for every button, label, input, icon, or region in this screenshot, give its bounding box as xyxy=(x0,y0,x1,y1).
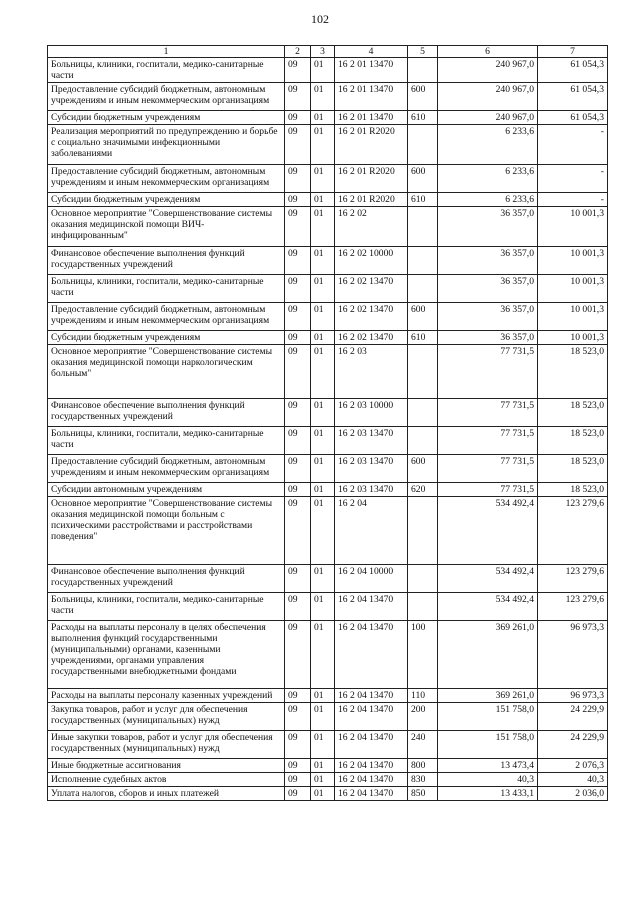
amount-executed-cell: 24 229,9 xyxy=(538,703,608,731)
amount-plan-cell: 77 731,5 xyxy=(438,483,538,497)
subsection-code-cell: 01 xyxy=(311,331,335,345)
expense-type-cell xyxy=(408,207,438,247)
subsection-code-cell: 01 xyxy=(311,207,335,247)
table-row xyxy=(48,58,608,83)
row-name-cell: Предоставление субсидий бюджетным, автономным учреждениям и иным некоммерческим организациям xyxy=(48,165,285,193)
row-name-cell: Основное мероприятие "Совершенствование системы оказания медицинской помощи ВИЧ-инфицированным" xyxy=(48,207,285,247)
table-row xyxy=(48,303,608,331)
row-name-cell: Финансовое обеспечение выполнения функций государственных учреждений xyxy=(48,247,285,275)
section-code-cell: 09 xyxy=(285,703,311,731)
target-article-cell: 16 2 04 13470 xyxy=(335,621,408,689)
target-article-cell: 16 2 01 R2020 xyxy=(335,125,408,165)
amount-executed-cell: 10 001,3 xyxy=(538,207,608,247)
section-code-cell: 09 xyxy=(285,303,311,331)
section-code-cell: 09 xyxy=(285,483,311,497)
amount-plan-cell: 534 492,4 xyxy=(438,497,538,565)
amount-plan-cell: 151 758,0 xyxy=(438,731,538,759)
header-cell: 5 xyxy=(408,46,438,58)
expense-type-cell: 200 xyxy=(408,703,438,731)
section-code-cell: 09 xyxy=(285,125,311,165)
section-code-cell: 09 xyxy=(285,111,311,125)
table-row xyxy=(48,455,608,483)
amount-executed-cell: - xyxy=(538,165,608,193)
row-name-cell: Субсидии автономным учреждениям xyxy=(48,483,285,497)
table-row xyxy=(48,483,608,497)
section-code-cell: 09 xyxy=(285,689,311,703)
table-row xyxy=(48,345,608,399)
amount-executed-cell: 10 001,3 xyxy=(538,275,608,303)
target-article-cell: 16 2 03 13470 xyxy=(335,427,408,455)
table-row xyxy=(48,399,608,427)
amount-plan-cell: 77 731,5 xyxy=(438,455,538,483)
row-name-cell: Уплата налогов, сборов и иных платежей xyxy=(48,787,285,801)
target-article-cell: 16 2 02 13470 xyxy=(335,275,408,303)
expense-type-cell: 830 xyxy=(408,773,438,787)
target-article-cell: 16 2 04 13470 xyxy=(335,689,408,703)
amount-executed-cell: 10 001,3 xyxy=(538,331,608,345)
amount-plan-cell: 6 233,6 xyxy=(438,165,538,193)
row-name-cell: Реализация мероприятий по предупреждению и борьбе с социально значимыми инфекционными заболеваниями xyxy=(48,125,285,165)
row-name-cell: Основное мероприятие "Совершенствование системы оказания медицинской помощи больным с психическими расстройствами и расстройствами поведения" xyxy=(48,497,285,565)
expense-type-cell xyxy=(408,497,438,565)
row-name-cell: Закупка товаров, работ и услуг для обеспечения государственных (муниципальных) нужд xyxy=(48,703,285,731)
amount-executed-cell: 123 279,6 xyxy=(538,565,608,593)
row-name-cell: Больницы, клиники, госпитали, медико-санитарные части xyxy=(48,275,285,303)
subsection-code-cell: 01 xyxy=(311,345,335,399)
section-code-cell: 09 xyxy=(285,731,311,759)
target-article-cell: 16 2 04 13470 xyxy=(335,787,408,801)
subsection-code-cell: 01 xyxy=(311,703,335,731)
expense-type-cell xyxy=(408,427,438,455)
amount-plan-cell: 77 731,5 xyxy=(438,427,538,455)
subsection-code-cell: 01 xyxy=(311,689,335,703)
subsection-code-cell: 01 xyxy=(311,275,335,303)
expense-type-cell: 240 xyxy=(408,731,438,759)
amount-executed-cell: 18 523,0 xyxy=(538,345,608,399)
target-article-cell: 16 2 04 13470 xyxy=(335,703,408,731)
row-name-cell: Субсидии бюджетным учреждениям xyxy=(48,111,285,125)
subsection-code-cell: 01 xyxy=(311,787,335,801)
section-code-cell: 09 xyxy=(285,58,311,83)
amount-executed-cell: 18 523,0 xyxy=(538,483,608,497)
row-name-cell: Финансовое обеспечение выполнения функций государственных учреждений xyxy=(48,399,285,427)
expense-type-cell: 600 xyxy=(408,455,438,483)
amount-executed-cell: 96 973,3 xyxy=(538,621,608,689)
expense-type-cell: 600 xyxy=(408,165,438,193)
amount-plan-cell: 369 261,0 xyxy=(438,689,538,703)
section-code-cell: 09 xyxy=(285,275,311,303)
target-article-cell: 16 2 03 xyxy=(335,345,408,399)
table-row xyxy=(48,759,608,773)
target-article-cell: 16 2 01 R2020 xyxy=(335,193,408,207)
amount-executed-cell: 18 523,0 xyxy=(538,455,608,483)
table-row xyxy=(48,731,608,759)
subsection-code-cell: 01 xyxy=(311,593,335,621)
row-name-cell: Предоставление субсидий бюджетным, автономным учреждениям и иным некоммерческим организациям xyxy=(48,83,285,111)
expense-type-cell: 600 xyxy=(408,303,438,331)
row-name-cell: Финансовое обеспечение выполнения функций государственных учреждений xyxy=(48,565,285,593)
row-name-cell: Предоставление субсидий бюджетным, автономным учреждениям и иным некоммерческим организациям xyxy=(48,455,285,483)
amount-executed-cell: 10 001,3 xyxy=(538,303,608,331)
amount-executed-cell: 61 054,3 xyxy=(538,111,608,125)
amount-plan-cell: 6 233,6 xyxy=(438,125,538,165)
table-row xyxy=(48,497,608,565)
amount-executed-cell: 10 001,3 xyxy=(538,247,608,275)
subsection-code-cell: 01 xyxy=(311,165,335,193)
amount-plan-cell: 77 731,5 xyxy=(438,345,538,399)
table-row xyxy=(48,565,608,593)
row-name-cell: Субсидии бюджетным учреждениям xyxy=(48,331,285,345)
expense-type-cell xyxy=(408,593,438,621)
subsection-code-cell: 01 xyxy=(311,565,335,593)
amount-plan-cell: 240 967,0 xyxy=(438,58,538,83)
section-code-cell: 09 xyxy=(285,83,311,111)
expense-type-cell xyxy=(408,399,438,427)
section-code-cell: 09 xyxy=(285,787,311,801)
row-name-cell: Предоставление субсидий бюджетным, автономным учреждениям и иным некоммерческим организациям xyxy=(48,303,285,331)
section-code-cell: 09 xyxy=(285,427,311,455)
target-article-cell: 16 2 04 13470 xyxy=(335,773,408,787)
section-code-cell: 09 xyxy=(285,399,311,427)
target-article-cell: 16 2 04 10000 xyxy=(335,565,408,593)
target-article-cell: 16 2 01 13470 xyxy=(335,111,408,125)
target-article-cell: 16 2 03 13470 xyxy=(335,483,408,497)
amount-plan-cell: 36 357,0 xyxy=(438,207,538,247)
amount-executed-cell: 123 279,6 xyxy=(538,497,608,565)
target-article-cell: 16 2 03 10000 xyxy=(335,399,408,427)
amount-plan-cell: 77 731,5 xyxy=(438,399,538,427)
table-row xyxy=(48,83,608,111)
subsection-code-cell: 01 xyxy=(311,399,335,427)
target-article-cell: 16 2 02 10000 xyxy=(335,247,408,275)
table-row xyxy=(48,427,608,455)
row-name-cell: Больницы, клиники, госпитали, медико-санитарные части xyxy=(48,58,285,83)
section-code-cell: 09 xyxy=(285,565,311,593)
target-article-cell: 16 2 01 R2020 xyxy=(335,165,408,193)
amount-plan-cell: 240 967,0 xyxy=(438,83,538,111)
table-row xyxy=(48,275,608,303)
table-row xyxy=(48,207,608,247)
target-article-cell: 16 2 02 xyxy=(335,207,408,247)
table-row xyxy=(48,703,608,731)
expense-type-cell: 800 xyxy=(408,759,438,773)
amount-plan-cell: 36 357,0 xyxy=(438,275,538,303)
header-cell: 7 xyxy=(538,46,608,58)
subsection-code-cell: 01 xyxy=(311,111,335,125)
section-code-cell: 09 xyxy=(285,247,311,275)
amount-plan-cell: 36 357,0 xyxy=(438,331,538,345)
row-name-cell: Иные закупки товаров, работ и услуг для обеспечения государственных (муниципальных) нужд xyxy=(48,731,285,759)
table-row xyxy=(48,787,608,801)
expense-type-cell: 610 xyxy=(408,331,438,345)
subsection-code-cell: 01 xyxy=(311,303,335,331)
target-article-cell: 16 2 04 xyxy=(335,497,408,565)
header-row xyxy=(48,46,608,58)
row-name-cell: Субсидии бюджетным учреждениям xyxy=(48,193,285,207)
target-article-cell: 16 2 04 13470 xyxy=(335,593,408,621)
target-article-cell: 16 2 04 13470 xyxy=(335,759,408,773)
amount-executed-cell: 2 036,0 xyxy=(538,787,608,801)
table-row xyxy=(48,193,608,207)
table-row xyxy=(48,165,608,193)
row-name-cell: Иные бюджетные ассигнования xyxy=(48,759,285,773)
target-article-cell: 16 2 04 13470 xyxy=(335,731,408,759)
expense-type-cell: 110 xyxy=(408,689,438,703)
table-row xyxy=(48,247,608,275)
subsection-code-cell: 01 xyxy=(311,621,335,689)
amount-executed-cell: 40,3 xyxy=(538,773,608,787)
expense-type-cell xyxy=(408,58,438,83)
header-cell: 6 xyxy=(438,46,538,58)
subsection-code-cell: 01 xyxy=(311,455,335,483)
subsection-code-cell: 01 xyxy=(311,83,335,111)
expense-type-cell xyxy=(408,275,438,303)
amount-executed-cell: 123 279,6 xyxy=(538,593,608,621)
amount-plan-cell: 13 433,1 xyxy=(438,787,538,801)
subsection-code-cell: 01 xyxy=(311,483,335,497)
header-cell: 1 xyxy=(48,46,285,58)
header-cell: 3 xyxy=(311,46,335,58)
expense-type-cell: 850 xyxy=(408,787,438,801)
section-code-cell: 09 xyxy=(285,773,311,787)
subsection-code-cell: 01 xyxy=(311,759,335,773)
amount-executed-cell: - xyxy=(538,125,608,165)
amount-executed-cell: 18 523,0 xyxy=(538,427,608,455)
row-name-cell: Исполнение судебных актов xyxy=(48,773,285,787)
subsection-code-cell: 01 xyxy=(311,247,335,275)
amount-plan-cell: 6 233,6 xyxy=(438,193,538,207)
row-name-cell: Расходы на выплаты персоналу казенных учреждений xyxy=(48,689,285,703)
section-code-cell: 09 xyxy=(285,207,311,247)
amount-plan-cell: 240 967,0 xyxy=(438,111,538,125)
expense-type-cell xyxy=(408,565,438,593)
amount-executed-cell: 61 054,3 xyxy=(538,58,608,83)
section-code-cell: 09 xyxy=(285,593,311,621)
row-name-cell: Больницы, клиники, госпитали, медико-санитарные части xyxy=(48,593,285,621)
target-article-cell: 16 2 02 13470 xyxy=(335,331,408,345)
amount-executed-cell: 96 973,3 xyxy=(538,689,608,703)
table-row xyxy=(48,593,608,621)
row-name-cell: Больницы, клиники, госпитали, медико-санитарные части xyxy=(48,427,285,455)
amount-plan-cell: 13 473,4 xyxy=(438,759,538,773)
expense-type-cell: 610 xyxy=(408,193,438,207)
amount-executed-cell: 2 076,3 xyxy=(538,759,608,773)
subsection-code-cell: 01 xyxy=(311,125,335,165)
section-code-cell: 09 xyxy=(285,193,311,207)
section-code-cell: 09 xyxy=(285,165,311,193)
section-code-cell: 09 xyxy=(285,621,311,689)
amount-plan-cell: 534 492,4 xyxy=(438,565,538,593)
amount-plan-cell: 36 357,0 xyxy=(438,303,538,331)
subsection-code-cell: 01 xyxy=(311,731,335,759)
amount-plan-cell: 151 758,0 xyxy=(438,703,538,731)
amount-plan-cell: 534 492,4 xyxy=(438,593,538,621)
expense-type-cell xyxy=(408,345,438,399)
target-article-cell: 16 2 01 13470 xyxy=(335,83,408,111)
target-article-cell: 16 2 01 13470 xyxy=(335,58,408,83)
section-code-cell: 09 xyxy=(285,759,311,773)
subsection-code-cell: 01 xyxy=(311,497,335,565)
section-code-cell: 09 xyxy=(285,455,311,483)
table-row xyxy=(48,689,608,703)
expense-type-cell: 610 xyxy=(408,111,438,125)
amount-executed-cell: 18 523,0 xyxy=(538,399,608,427)
subsection-code-cell: 01 xyxy=(311,773,335,787)
amount-executed-cell: - xyxy=(538,193,608,207)
subsection-code-cell: 01 xyxy=(311,193,335,207)
section-code-cell: 09 xyxy=(285,497,311,565)
table-row xyxy=(48,331,608,345)
section-code-cell: 09 xyxy=(285,345,311,399)
table-row xyxy=(48,773,608,787)
amount-plan-cell: 36 357,0 xyxy=(438,247,538,275)
expense-type-cell: 620 xyxy=(408,483,438,497)
amount-executed-cell: 61 054,3 xyxy=(538,83,608,111)
expense-type-cell xyxy=(408,125,438,165)
row-name-cell: Расходы на выплаты персоналу в целях обеспечения выполнения функций государственными (муниципальными) органами, казенными учреждениями, органами управления государственными внебюджетными фондами xyxy=(48,621,285,689)
subsection-code-cell: 01 xyxy=(311,58,335,83)
header-cell: 4 xyxy=(335,46,408,58)
header-cell: 2 xyxy=(285,46,311,58)
target-article-cell: 16 2 03 13470 xyxy=(335,455,408,483)
amount-executed-cell: 24 229,9 xyxy=(538,731,608,759)
table-row xyxy=(48,111,608,125)
budget-table xyxy=(47,45,608,801)
row-name-cell: Основное мероприятие "Совершенствование системы оказания медицинской помощи наркологическим больным" xyxy=(48,345,285,399)
expense-type-cell xyxy=(408,247,438,275)
amount-plan-cell: 369 261,0 xyxy=(438,621,538,689)
target-article-cell: 16 2 02 13470 xyxy=(335,303,408,331)
expense-type-cell: 600 xyxy=(408,83,438,111)
table-row xyxy=(48,621,608,689)
amount-plan-cell: 40,3 xyxy=(438,773,538,787)
section-code-cell: 09 xyxy=(285,331,311,345)
table-row xyxy=(48,125,608,165)
expense-type-cell: 100 xyxy=(408,621,438,689)
subsection-code-cell: 01 xyxy=(311,427,335,455)
page-number: 102 xyxy=(311,12,329,26)
